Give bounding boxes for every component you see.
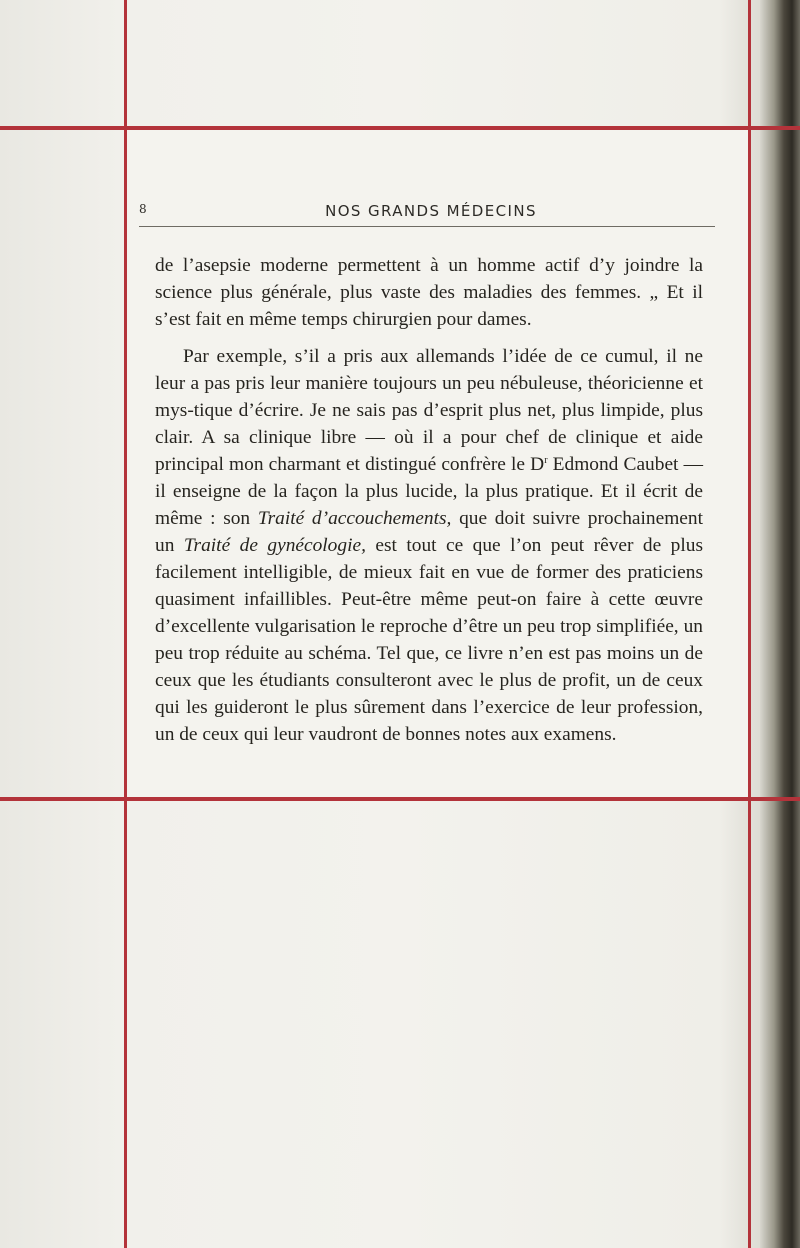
paragraph-1: de l’asepsie moderne permettent à un homme actif d’y joindre la science plus générale, plus vaste des maladies des femmes. „ Et il s’est fait en même temps chirurgien pour dames.: [155, 255, 703, 330]
book-title-gynecologie: Traité de gynécologie,: [183, 535, 366, 556]
paragraph-2-part-4: est tout ce que l’on peut rêver de plus facilement intelligible, de mieux fait en vue de former des praticiens quasiment infaillibles. Peut-être même peut-on faire à cette œuvre d’excellente vulgarisation le reproche d’être un peu trop simplifiée, un peu trop réduite au schéma. Tel que, ce livre n’en est pas moins un de ceux que les étudiants consulteront avec le plus de profit, un de ceux qui les guideront le plus sûrement dans l’exercice de leur profession, un de ceux qui leur vaudront de bonnes notes aux examens.: [155, 535, 703, 745]
frame-rule-bottom: [0, 797, 800, 801]
page-number: 8: [139, 202, 147, 216]
book-title-accouchements: Traité d’accouchements,: [257, 508, 452, 529]
paragraph-2-part-2: Edmond Caubet — il enseigne de la façon la plus lucide, la plus pratique. Et il écrit de même : son: [155, 454, 703, 529]
paragraph-2: [155, 343, 703, 748]
running-head-rule: [139, 226, 715, 227]
doctor-abbrev-superscript: r: [544, 455, 548, 466]
paragraph-2-part-3: que doit suivre prochainement un: [155, 508, 703, 556]
running-head-title: NOS GRANDS MÉDECINS: [325, 202, 537, 220]
running-head: [139, 202, 715, 222]
paragraph-2-part-1: Par exemple, s’il a pris aux allemands l’idée de ce cumul, il ne leur a pas pris leur manière toujours un peu nébuleuse, théoricienne et mys-tique d’écrire. Je ne sais pas d’esprit plus net, plus limpide, plus clair. A sa clinique libre — où il a pour chef de clinique et aide principal mon charmant et distingué confrère le D: [155, 346, 703, 475]
book-binding-edge: [760, 0, 800, 1248]
book-page: [127, 130, 748, 797]
frame-rule-right: [748, 0, 751, 1248]
body-text: [155, 252, 703, 748]
